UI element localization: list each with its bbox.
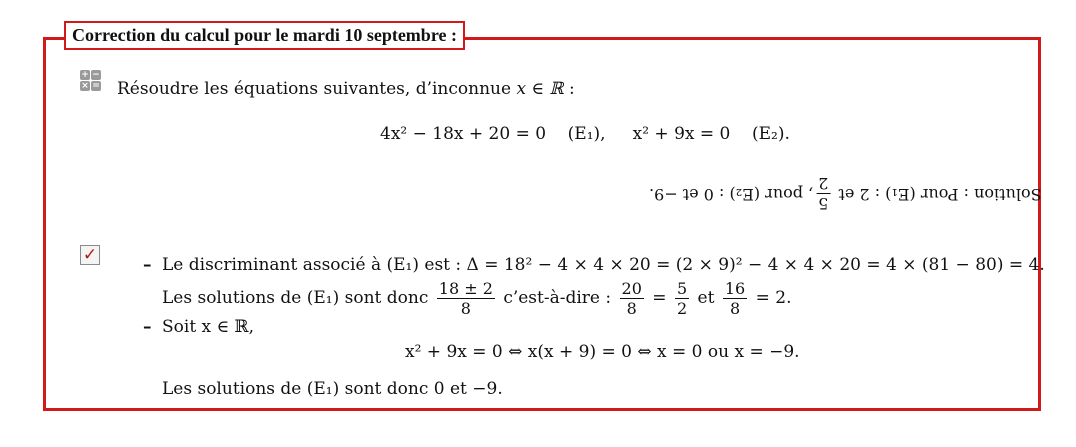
fraction-numerator: 18 ± 2 <box>438 279 493 298</box>
equation-e1-label: (E₁), <box>567 124 606 144</box>
solutions-text: Les solutions de (E₁) sont donc <box>162 288 429 308</box>
statement-colon: : <box>563 79 575 99</box>
solution-prefix: Solution : Pour (E₁) : 2 et <box>838 185 1042 204</box>
upside-down-solution <box>649 174 1042 213</box>
conclusion-line: Les solutions de (E₁) sont donc 0 et −9. <box>162 379 503 399</box>
section-title: Correction du calcul pour le mardi 10 septembre : <box>64 21 465 50</box>
solutions-e1-line <box>162 276 792 320</box>
fraction-denominator: 8 <box>460 299 471 318</box>
and-text: et <box>697 288 715 308</box>
equals-two: = 2. <box>755 288 792 308</box>
solution-fraction <box>817 174 831 213</box>
fraction-denominator: 8 <box>729 299 741 318</box>
equivalence-line: x² + 9x = 0 ⇔ x(x + 9) = 0 ⇔ x = 0 ou x = −9. <box>405 342 800 362</box>
fraction-numerator: 5 <box>676 279 688 298</box>
checkbox-icon: ✓ <box>80 245 100 265</box>
fraction-18pm2-over-8 <box>437 279 495 318</box>
fraction-numerator: 16 <box>724 279 746 298</box>
fraction-20-over-8 <box>620 279 644 318</box>
fraction-numerator: 5 <box>818 194 829 213</box>
soit-x-line: Soit x ∈ ℝ, <box>162 317 255 337</box>
fraction-denominator: 2 <box>818 174 829 193</box>
bullet-dash: – <box>143 317 152 337</box>
discriminant-line: Le discriminant associé à (E₁) est : Δ = 18² − 4 × 4 × 20 = (2 × 9)² − 4 × 4 × 20 = 4 × (81 − 80) = 4. <box>162 255 1045 275</box>
fraction-denominator: 2 <box>676 299 688 318</box>
equation-e2: x² + 9x = 0 <box>632 124 731 144</box>
equation-e1: 4x² − 18x + 20 = 0 <box>380 124 547 144</box>
fraction-5-over-2 <box>675 279 689 318</box>
statement-variable: x ∈ ℝ <box>516 79 564 99</box>
exercise-statement <box>117 79 575 99</box>
fraction-numerator: 20 <box>621 279 642 298</box>
calculator-icon: + − × = <box>81 70 100 91</box>
equals-sign: = <box>652 288 667 308</box>
statement-text: Résoudre les équations suivantes, d’inconnue <box>117 79 517 99</box>
solution-suffix: , pour (E₂) : 0 et −9. <box>649 185 814 204</box>
bullet-dash: – <box>143 255 152 275</box>
fraction-denominator: 8 <box>626 299 637 318</box>
equations-line <box>380 124 790 144</box>
equation-e2-label: (E₂). <box>751 124 790 144</box>
cest-a-dire-text: c’est-à-dire : <box>503 288 612 308</box>
fraction-16-over-8 <box>723 279 747 318</box>
